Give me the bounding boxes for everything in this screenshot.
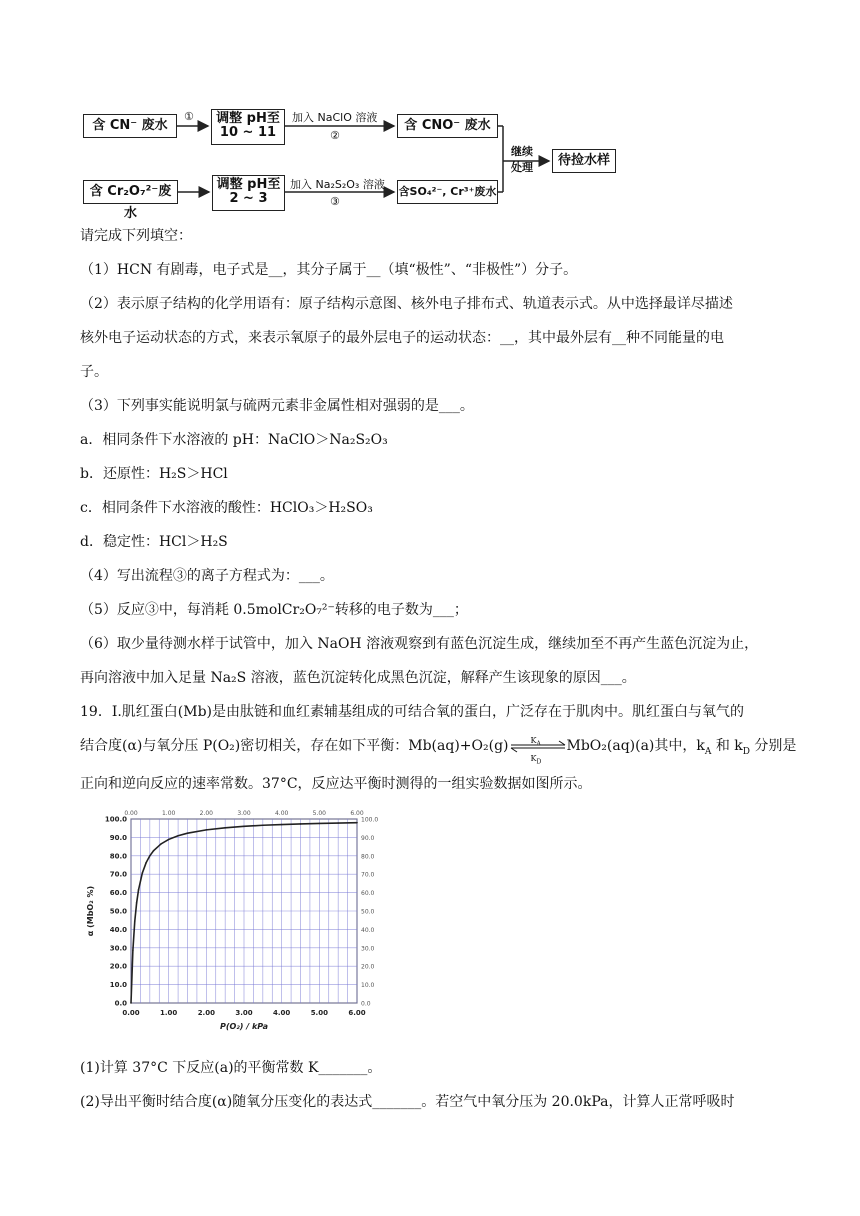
y-tick-label: 60.0 bbox=[109, 889, 127, 898]
data-point bbox=[243, 826, 245, 828]
question-6-line1: （6）取少量待测水样于试管中，加入 NaOH 溶液观察到有蓝色沉淀生成，继续加至不再产生蓝色沉淀为止， bbox=[80, 636, 759, 652]
x-tick-label-top: 2.00 bbox=[199, 810, 214, 817]
x-tick-label: 0.00 bbox=[122, 1009, 140, 1017]
question-19-line2-part4: 分别是 bbox=[749, 738, 797, 754]
y-tick-label-right: 70.0 bbox=[361, 871, 375, 879]
flow-box-cno-wastewater: 含 CNO⁻ 废水 bbox=[397, 114, 498, 138]
x-tick-label-top: 5.00 bbox=[312, 810, 327, 817]
flow-box-adjust-ph-1 bbox=[211, 109, 285, 145]
question-19-line2-part1: 结合度(α)与氧分压 P(O₂)密切相关，存在如下平衡：Mb(aq)+O₂(g) bbox=[80, 738, 509, 754]
data-point bbox=[337, 822, 339, 824]
data-point bbox=[356, 822, 358, 824]
y-tick-label: 40.0 bbox=[109, 925, 127, 934]
flow-step-1: ① bbox=[184, 110, 194, 123]
y-tick-label-right: 20.0 bbox=[361, 963, 375, 971]
flow-arrow-label-naclo: 加入 NaClO 溶液 bbox=[292, 111, 378, 124]
data-point bbox=[160, 843, 162, 845]
y-tick-label-right: 100.0 bbox=[361, 816, 379, 824]
x-tick-label: 1.00 bbox=[160, 1009, 178, 1017]
y-tick-label-right: 60.0 bbox=[361, 890, 375, 898]
flow-box-adjust-ph-2-line2: 2 ~ 3 bbox=[229, 191, 268, 206]
data-point bbox=[130, 1002, 132, 1004]
data-point bbox=[134, 921, 136, 923]
flow-step-2: ② bbox=[330, 129, 340, 142]
flow-box-adjust-ph-2-line1: 调整 pH至 bbox=[216, 177, 281, 192]
data-point bbox=[168, 839, 170, 841]
x-tick-label-top: 4.00 bbox=[274, 810, 289, 817]
flow-diagram bbox=[0, 0, 860, 221]
ka-subscript: A bbox=[704, 746, 712, 757]
x-tick-label-top: 0.00 bbox=[124, 810, 138, 817]
x-tick-label-top: 6.00 bbox=[350, 810, 364, 817]
y-tick-label: 100.0 bbox=[104, 815, 127, 824]
x-tick-label: 4.00 bbox=[273, 1009, 291, 1017]
question-2-line2: 核外电子运动状态的方式，来表示氧原子的最外层电子的运动状态：__，其中最外层有__种不同能量的电 bbox=[80, 330, 724, 346]
y-axis-label: α (MbO₂ %) bbox=[86, 885, 95, 937]
data-point bbox=[136, 902, 138, 904]
data-point bbox=[177, 835, 179, 837]
question-2-line3: 子。 bbox=[80, 364, 108, 380]
y-tick-label: 50.0 bbox=[109, 907, 127, 916]
data-point bbox=[138, 889, 140, 891]
data-point bbox=[145, 862, 147, 864]
flow-box-so4-cr-wastewater: 含SO₄²⁻, Cr³⁺废水 bbox=[397, 180, 498, 204]
binding-curve-chart bbox=[80, 805, 410, 1037]
question-19-line1: 19．I.肌红蛋白(Mb)是由肽链和血红素辅基组成的可结合氧的蛋白，广泛存在于肌肉中。肌红蛋白与氧气的 bbox=[80, 704, 745, 720]
y-tick-label-right: 90.0 bbox=[361, 834, 375, 842]
question-19-line2-part2: MbO₂(aq)(a)其中，k bbox=[566, 738, 705, 754]
x-tick-label: 3.00 bbox=[235, 1009, 253, 1017]
flow-box-adjust-ph-2 bbox=[212, 175, 285, 211]
flow-merge-label-line2: 处理 bbox=[511, 161, 533, 174]
rate-const-forward: $K_A$ bbox=[530, 736, 541, 748]
question-1: （1）HCN 有剧毒，电子式是__，其分子属于__（填“极性”、“非极性”）分子。 bbox=[80, 262, 578, 278]
data-point bbox=[281, 824, 283, 826]
y-tick-label-right: 80.0 bbox=[361, 853, 375, 861]
y-tick-label-right: 10.0 bbox=[361, 982, 375, 990]
data-point bbox=[319, 823, 321, 825]
x-tick-label: 6.00 bbox=[348, 1009, 366, 1017]
data-point bbox=[224, 827, 226, 829]
flow-box-test-sample: 待捡水样 bbox=[552, 149, 616, 173]
y-tick-label-right: 50.0 bbox=[361, 908, 375, 916]
flow-box-adjust-ph-1-line1: 调整 pH至 bbox=[216, 111, 280, 126]
option-d: d．稳定性：HCl＞H₂S bbox=[80, 534, 228, 550]
y-tick-label: 20.0 bbox=[109, 962, 127, 971]
data-point bbox=[262, 824, 264, 826]
flow-step-3: ③ bbox=[330, 195, 340, 208]
question-19-line3: 正向和逆向反应的速率常数。37°C，反应达平衡时测得的一组实验数据如图所示。 bbox=[80, 776, 592, 792]
y-tick-label: 70.0 bbox=[109, 870, 127, 879]
equilibrium-arrow bbox=[509, 736, 567, 766]
question-19-line2 bbox=[80, 736, 797, 766]
data-point bbox=[132, 950, 134, 952]
y-tick-label-right: 40.0 bbox=[361, 926, 375, 934]
y-tick-label-right: 30.0 bbox=[361, 945, 375, 953]
option-b: b．还原性：H₂S＞HCl bbox=[80, 466, 228, 482]
flow-merge-label bbox=[511, 144, 533, 176]
y-tick-label: 80.0 bbox=[109, 852, 127, 861]
intro-text: 请完成下列填空： bbox=[80, 228, 192, 244]
part-2-question: (2)导出平衡时结合度(α)随氧分压变化的表达式_______。若空气中氧分压为 20.0kPa，计算人正常呼吸时 bbox=[80, 1094, 735, 1110]
question-6-line2: 再向溶液中加入足量 Na₂S 溶液，蓝色沉淀转化成黑色沉淀，解释产生该现象的原因___。 bbox=[80, 670, 636, 686]
question-5: （5）反应③中，每消耗 0.5molCr₂O₇²⁻转移的电子数为___； bbox=[80, 602, 468, 618]
kd-subscript: D bbox=[742, 746, 750, 757]
flow-merge-label-line1: 继续 bbox=[511, 145, 533, 158]
data-point bbox=[206, 829, 208, 831]
flow-arrow-label-na2s2o3: 加入 Na₂S₂O₃ 溶液 bbox=[290, 178, 385, 191]
option-c: c．相同条件下水溶液的酸性：HClO₃＞H₂SO₃ bbox=[80, 500, 373, 516]
rate-const-reverse: $K_D$ bbox=[530, 754, 542, 766]
y-tick-label: 30.0 bbox=[109, 944, 127, 953]
x-tick-label-top: 1.00 bbox=[161, 810, 176, 817]
question-19-line2-part3: 和 k bbox=[711, 738, 743, 754]
question-3: （3）下列事实能说明氯与硫两元素非金属性相对强弱的是___。 bbox=[80, 398, 474, 414]
x-tick-label: 2.00 bbox=[197, 1009, 215, 1017]
flow-box-cn-wastewater: 含 CN⁻ 废水 bbox=[83, 114, 177, 138]
y-tick-label-right: 0.0 bbox=[361, 1000, 371, 1008]
data-point bbox=[149, 855, 151, 857]
y-tick-label: 10.0 bbox=[109, 981, 127, 990]
question-4: （4）写出流程③的离子方程式为：___。 bbox=[80, 568, 334, 584]
question-2-line1: （2）表示原子结构的化学用语有：原子结构示意图、核外电子排布式、轨道表示式。从中选择最详尽描述 bbox=[80, 296, 733, 312]
y-tick-label: 90.0 bbox=[109, 833, 127, 842]
part-1-question: (1)计算 37°C 下反应(a)的平衡常数 K_______。 bbox=[80, 1060, 382, 1076]
data-point bbox=[153, 850, 155, 852]
x-tick-label: 5.00 bbox=[310, 1009, 328, 1017]
flow-box-adjust-ph-1-line2: 10 ~ 11 bbox=[219, 125, 277, 140]
option-a: a．相同条件下水溶液的 pH：NaClO＞Na₂S₂O₃ bbox=[80, 432, 388, 448]
x-axis-label: P(O₂) / kPa bbox=[219, 1022, 269, 1031]
y-tick-label: 0.0 bbox=[114, 999, 127, 1008]
data-point bbox=[187, 832, 189, 834]
data-point bbox=[300, 823, 302, 825]
flow-box-cr2o7-wastewater: 含 Cr₂O₇²⁻废水 bbox=[83, 180, 178, 204]
data-point bbox=[142, 872, 144, 874]
x-tick-label-top: 3.00 bbox=[237, 810, 251, 817]
